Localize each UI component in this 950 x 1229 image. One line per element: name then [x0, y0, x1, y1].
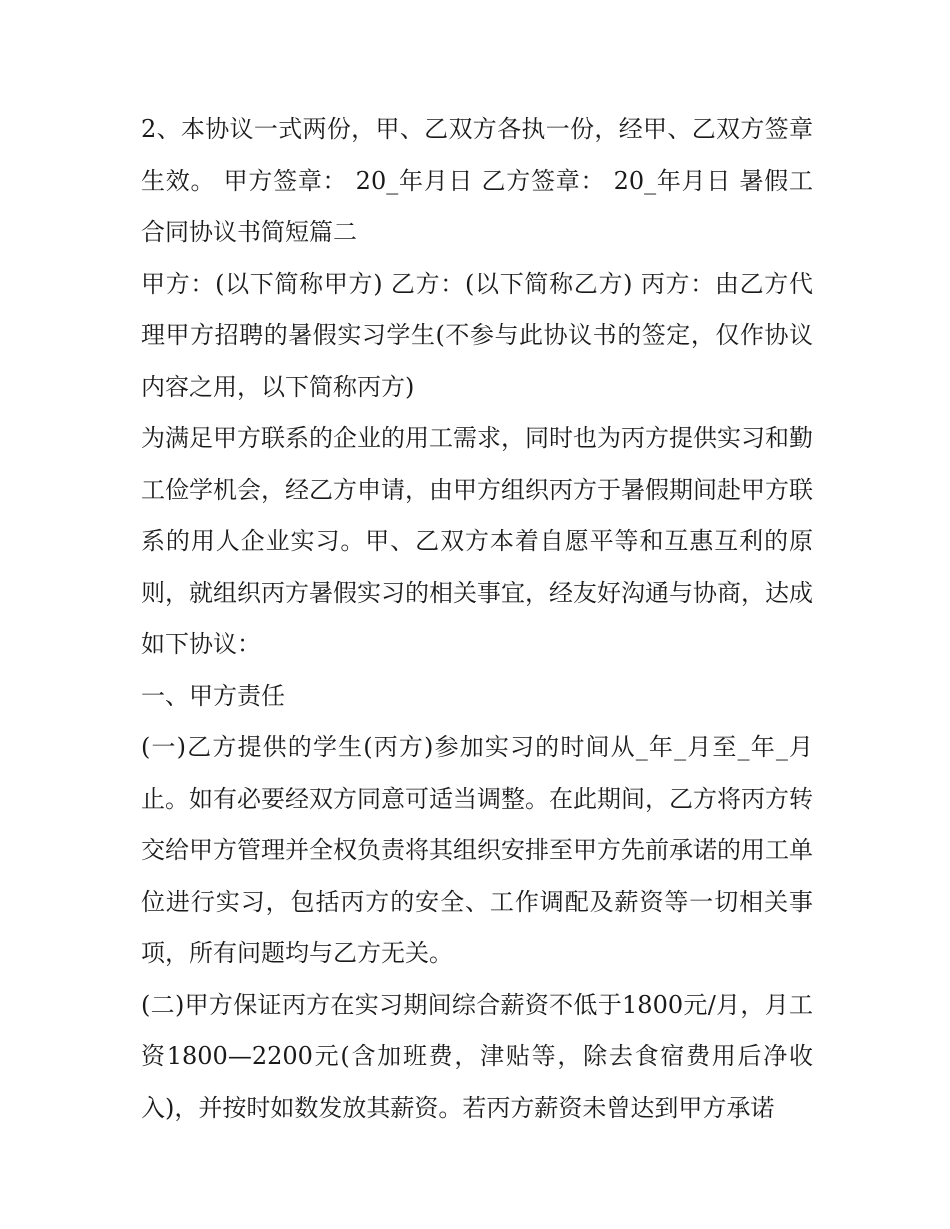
paragraph-clause-2: (二)甲方保证丙方在实习期间综合薪资不低于1800元/月，月工资1800—2200元(含加班费，津贴等，除去食宿费用后净收入)，并按时如数发放其薪资。若丙方薪资未曾达到甲方承诺 [141, 990, 813, 1122]
document-body [141, 104, 813, 1134]
paragraph-clause-1: (一)乙方提供的学生(丙方)参加实习的时间从_年_月至_年_月止。如有必要经双方同意可适当调整。在此期间，乙方将丙方转交给甲方管理并全权负责将其组织安排至甲方先前承诺的用工单位进行实习，包括丙方的安全、工作调配及薪资等一切相关事项，所有问题均与乙方无关。 [141, 733, 813, 967]
paragraph-signing-clause: 2、本协议一式两份，甲、乙双方各执一份，经甲、乙双方签章生效。 甲方签章： 20_年月日 乙方签章： 20_年月日 暑假工合同协议书简短篇二 [141, 115, 813, 246]
section-heading-party-a-duties: 一、甲方责任 [141, 681, 285, 710]
paragraph-purpose: 为满足甲方联系的企业的用工需求，同时也为丙方提供实习和勤工俭学机会，经乙方申请，由甲方组织丙方于暑假期间赴甲方联系的用人企业实习。甲、乙双方本着自愿平等和互惠互利的原则，就组织丙方暑假实习的相关事宜，经友好沟通与协商，达成如下协议： [141, 424, 813, 658]
paragraph-parties: 甲方：(以下简称甲方) 乙方：(以下简称乙方) 丙方：由乙方代理甲方招聘的暑假实习学生(不参与此协议书的签定，仅作协议内容之用，以下简称丙方) [141, 269, 813, 401]
